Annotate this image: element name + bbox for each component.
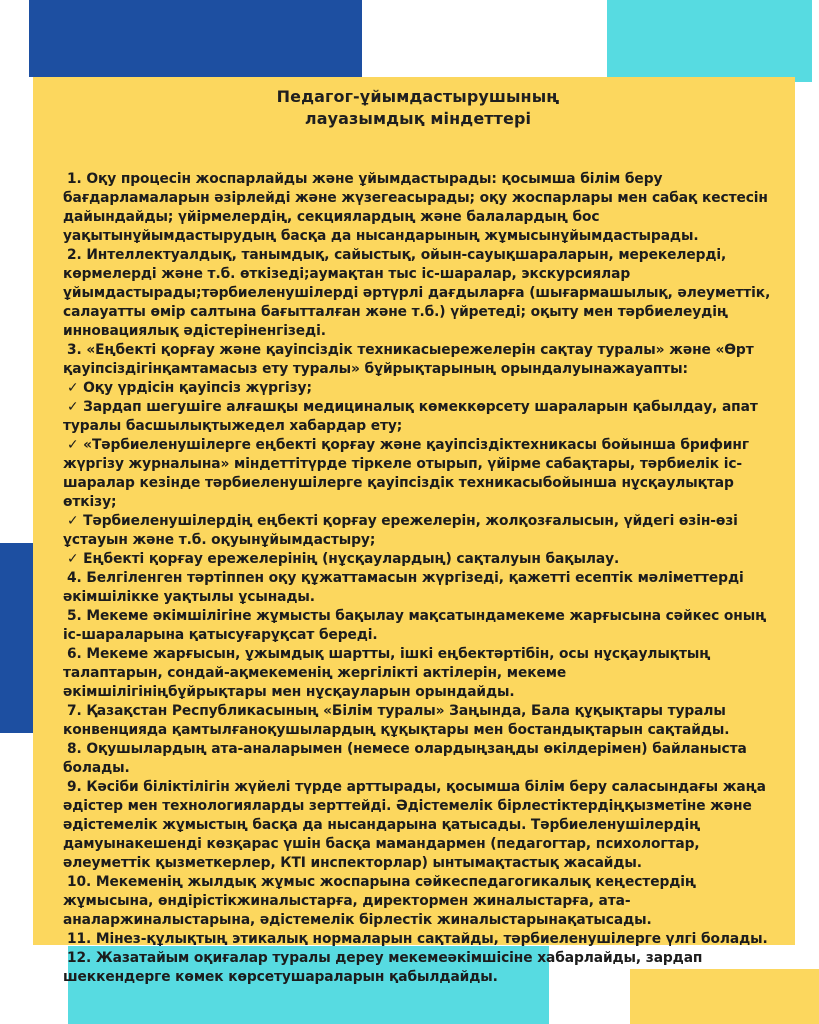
duty-item-10: 10. Мекеменің жылдық жұмыс жоспарына сәйкеспедагогикалық кеңестердің жұмысына, өндірістікжиналыстарға, директормен жиналыстарға, ата-аналаржиналыстарына, әдістемелік бірлестік жиналыстарынақатысады.: [63, 874, 696, 928]
duty-item-9: 9. Кәсіби біліктілігін жүйелі түрде арттырады, қосымша білім беру саласындағы жаңа әдістер мен технологияларды зерттейді. Әдістемелік бірлестіктердіңқызметіне және әдістемелік жұмыстың басқа да нысандарына қатысады. Тәрбиеленушілердің дамуынакешенді көзқарас үшін басқа мамандармен (педагогтар, психологтар, әлеуметтік қызметкерлер, КТІ инспекторлар) ынтымақтастық жасайды.: [63, 779, 766, 871]
duty-item-11: 11. Мінез-құлықтың этикалық нормаларын сақтайды, тәрбиеленушілерге үлгі болады.: [67, 931, 768, 947]
card-title-line1: Педагог-ұйымдастырушының: [276, 87, 560, 106]
decor-rect-blue-mid-left: [0, 543, 37, 733]
duty-item-6: 6. Мекеме жарғысын, ұжымдық шартты, ішкі еңбектәртібін, осы нұсқаулықтың талаптарын, сондай-ақмекеменің жергілікті актілерін, мекеме әкімшілігініңбұйрықтары мен нұсқауларын орындайды.: [63, 646, 711, 700]
duty-check-4: ✓ Тәрбиеленушілердің еңбекті қорғау ережелерін, жолқозғалысын, үйдегі өзін-өзі ұстауын және т.б. оқуынұйымдастыру;: [63, 513, 738, 548]
decor-rect-cyan-top-right: [607, 0, 812, 82]
duty-item-2: 2. Интеллектуалдық, танымдық, сайыстық, ойын-сауықшараларын, мерекелерді, көрмелерді және т.б. өткізеді;аумақтан тыс іс-шаралар, экскурсиялар ұйымдастырады;тәрбиеленушілерді әртүрлі дағдыларға (шығармашылық, әлеуметтік, салауатты өмір салтына бағытталған және т.б.) үйретеді; оқыту мен тәрбиелеудің инновациялық әдістеріненгізеді.: [63, 247, 771, 339]
duty-item-7: 7. Қазақстан Республикасының «Білім туралы» Заңында, Бала құқықтары туралы конвенцияда қамтылғаноқушылардың құқықтары мен бостандықтарын сақтайды.: [63, 703, 730, 738]
decor-rect-blue-top-left: [29, 0, 362, 77]
duty-item-5: 5. Мекеме әкімшілігіне жұмысты бақылау мақсатындамекеме жарғысына сәйкес оның іс-шараларына қатысуғарұқсат береді.: [63, 608, 767, 643]
duty-item-12: 12. Жазатайым оқиғалар туралы дереу мекемеәкімшісіне хабарлайды, зардап шеккендерге көмек көрсетушараларын қабылдайды.: [63, 950, 703, 985]
card-title: [63, 86, 773, 130]
duty-item-1: 1. Оқу процесін жоспарлайды және ұйымдастырады: қосымша білім беру бағдарламаларын әзірлейді және жүзегеасырады; оқу жоспарлары мен сабақ кестесін дайындайды; үйірмелердің, секциялардың және балалардың бос уақытынұйымдастырудың басқа да нысандарының жұмысынұйымдастырады.: [63, 171, 768, 244]
duty-check-1: ✓ Оқу үрдісін қауіпсіз жүргізу;: [67, 380, 312, 396]
duty-item-3: 3. «Еңбекті қорғау және қауіпсіздік техникасыережелерін сақтау туралы» және «Өрт қауіпсіздігінқамтамасыз ету туралы» бұйрықтарының орындалуынажауапты:: [63, 342, 754, 377]
card-title-line2: лауазымдық міндеттері: [304, 109, 532, 128]
duty-check-2: ✓ Зардап шегушіге алғашқы медициналық көмеккөрсету шараларын қабылдау, апат туралы басшылықтыжедел хабардар ету;: [63, 399, 758, 434]
duty-check-5: ✓ Еңбекті қорғау ережелерінің (нұсқаулардың) сақталуын бақылау.: [67, 551, 620, 567]
duty-item-4: 4. Белгіленген тәртіппен оқу құжаттамасын жүргізеді, қажетті есептік мәліметтерді әкімшілікке уақтылы ұсынады.: [63, 570, 744, 605]
duty-item-8: 8. Оқушылардың ата-аналарымен (немесе олардыңзаңды өкілдерімен) байланыста болады.: [63, 741, 747, 776]
duty-check-3: ✓ «Тәрбиеленушілерге еңбекті қорғау және қауіпсіздіктехникасы бойынша брифинг жүргізу журналына» міндеттітүрде тіркеле отырып, үйірме сабақтары, тәрбиелік іс-шаралар кезінде тәрбиеленушілерге қауіпсіздік техникасыбойынша нұсқаулықтар өткізу;: [63, 437, 749, 510]
duties-list: [63, 170, 773, 987]
duties-card: [33, 77, 795, 985]
